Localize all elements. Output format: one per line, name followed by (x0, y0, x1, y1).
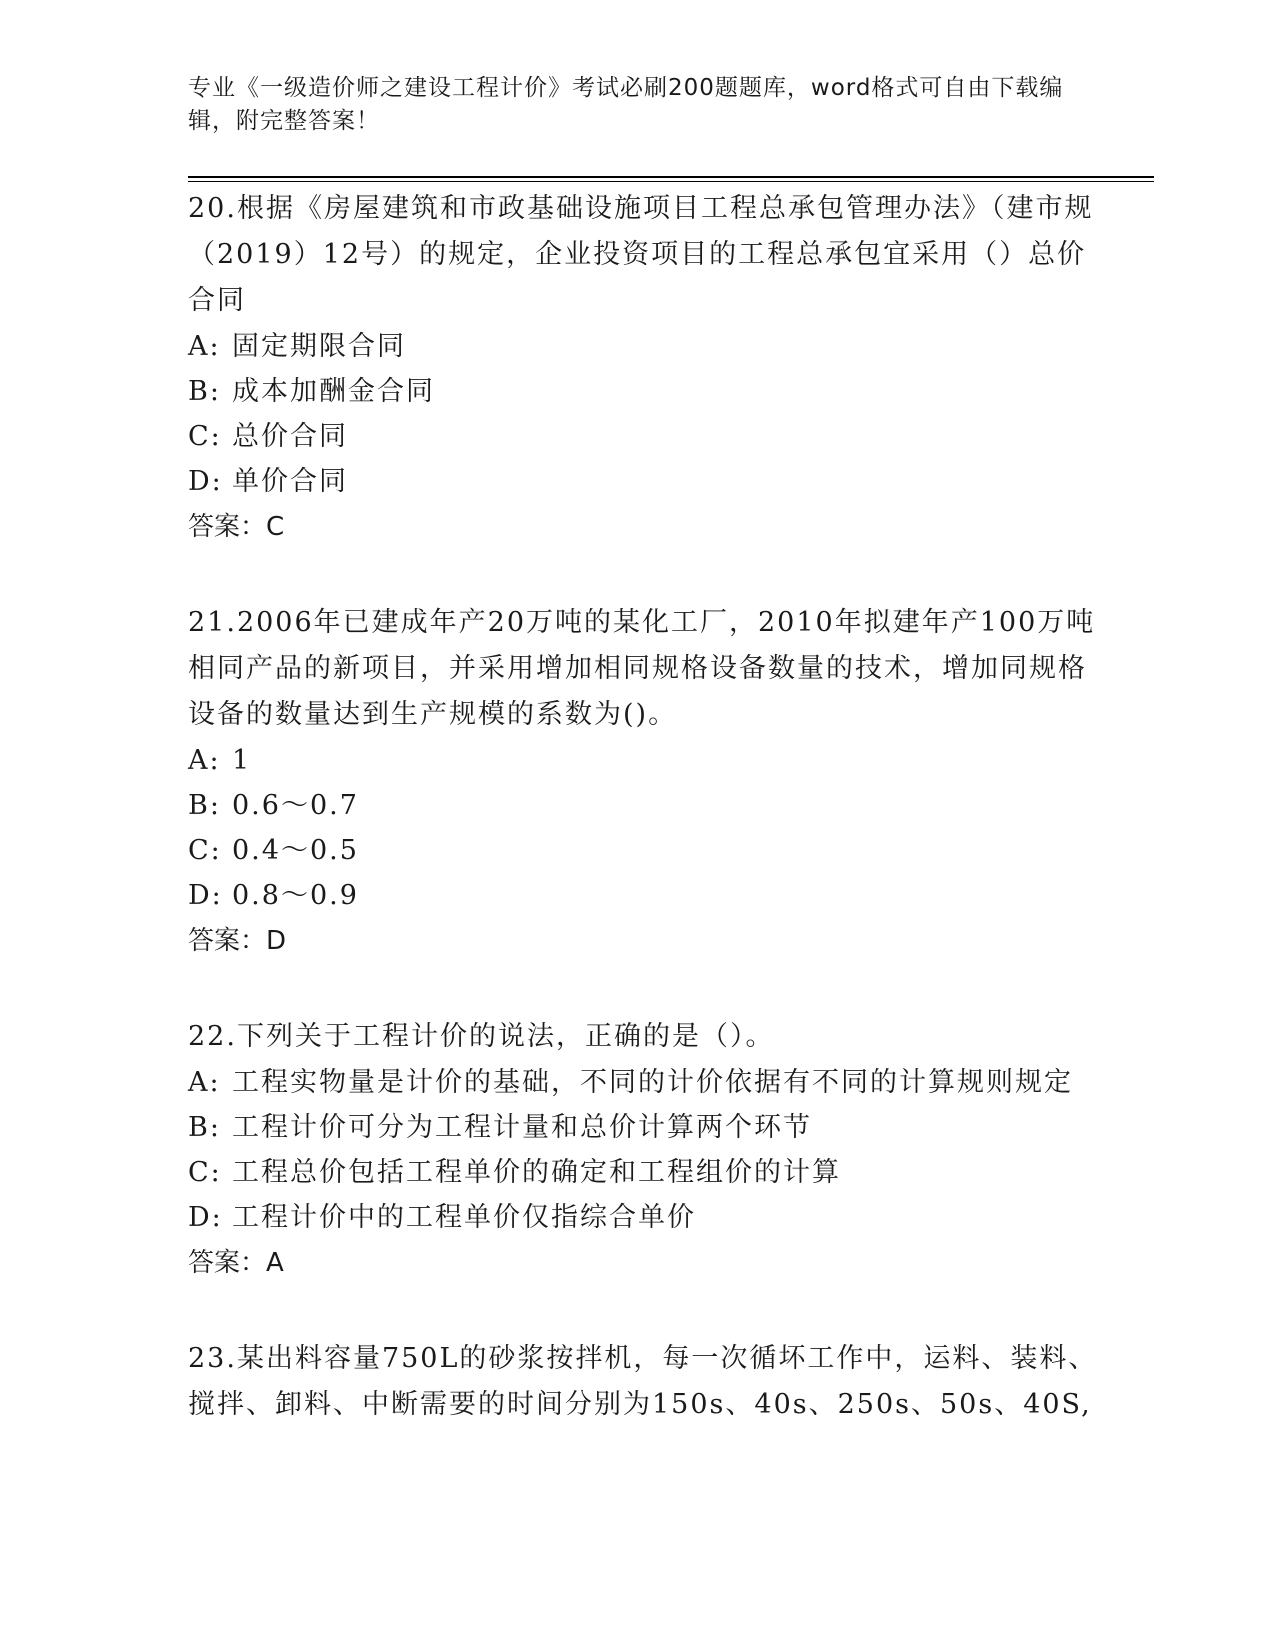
option-letter: A: (188, 1067, 221, 1098)
option-text: 0.8～0.9 (232, 880, 359, 911)
option-a (188, 738, 1108, 783)
option-letter: D: (188, 1202, 223, 1233)
option-text: 1 (232, 745, 252, 776)
option-letter: B: (188, 376, 221, 407)
option-text: 工程计价可分为工程计量和总价计算两个环节 (232, 1112, 812, 1143)
option-letter: B: (188, 790, 221, 821)
option-letter: C: (188, 835, 222, 866)
question-21 (188, 600, 1108, 964)
question-stem: 23.某出料容量750L的砂浆按拌机，每一次循坏工作中，运料、装料、搅拌、卸料、中断需要的时间分别为150s、40s、250s、50s、40S, (188, 1343, 1098, 1420)
answer-line: 答案：A (188, 1248, 284, 1278)
question-stem: 21.2006年已建成年产20万吨的某化工厂，2010年拟建年产100万吨相同产品的新项目，并采用增加相同规格设备数量的技术，增加同规格设备的数量达到生产规模的系数为()。 (188, 607, 1096, 730)
question-stem: 22.下列关于工程计价的说法，正确的是（）。 (188, 1021, 775, 1052)
answer-line: 答案：D (188, 926, 287, 956)
question-stem: 20.根据《房屋建筑和市政基础设施项目工程总承包管理办法》（建市规（2019）12号）的规定，企业投资项目的工程总承包宜采用（）总价合同 (188, 193, 1094, 316)
option-text: 工程实物量是计价的基础，不同的计价依据有不同的计算规则规定 (232, 1067, 1073, 1098)
option-text: 成本加酬金合同 (232, 376, 435, 407)
option-d (188, 1195, 1108, 1240)
option-b (188, 783, 1108, 828)
option-letter: D: (188, 466, 223, 497)
option-c (188, 414, 1108, 459)
option-c (188, 1150, 1108, 1195)
question-23 (188, 1336, 1108, 1428)
option-text: 固定期限合同 (232, 331, 406, 362)
option-letter: C: (188, 1157, 222, 1188)
option-letter: A: (188, 745, 221, 776)
option-c (188, 828, 1108, 873)
option-a (188, 1060, 1108, 1105)
option-d (188, 873, 1108, 918)
question-22 (188, 1014, 1108, 1286)
option-text: 总价合同 (232, 421, 348, 452)
header-divider-thin (188, 181, 1154, 182)
option-b (188, 1105, 1108, 1150)
option-d (188, 459, 1108, 504)
option-b (188, 369, 1108, 414)
option-text: 单价合同 (232, 466, 348, 497)
header-divider-thick (188, 176, 1154, 178)
question-20 (188, 186, 1108, 550)
option-text: 0.6～0.7 (232, 790, 359, 821)
option-letter: B: (188, 1112, 221, 1143)
answer-line: 答案：C (188, 512, 285, 542)
option-letter: D: (188, 880, 223, 911)
option-text: 工程总价包括工程单价的确定和工程组价的计算 (232, 1157, 841, 1188)
option-text: 工程计价中的工程单价仅指综合单价 (232, 1202, 696, 1233)
document-header: 专业《一级造价师之建设工程计价》考试必刷200题题库，word格式可自由下载编辑，附完整答案！ (188, 75, 1064, 134)
option-a (188, 324, 1108, 369)
question-list (188, 186, 1108, 1478)
option-letter: C: (188, 421, 222, 452)
option-text: 0.4～0.5 (232, 835, 359, 866)
option-letter: A: (188, 331, 221, 362)
